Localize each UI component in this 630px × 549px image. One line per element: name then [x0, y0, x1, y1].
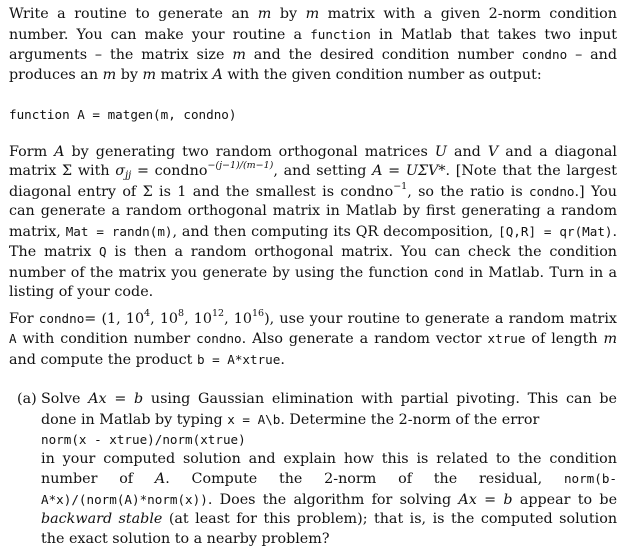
text: and: [454, 144, 481, 160]
text: by generating two random orthogonal matrices: [72, 144, 428, 160]
text: in Matlab that takes two input arguments –: [9, 27, 617, 64]
code-mat: Mat = randn(m): [66, 224, 173, 239]
code-condno: condno: [196, 331, 242, 346]
math-A: A: [372, 163, 382, 179]
code-b: b = A*xtrue: [197, 352, 280, 367]
text: compute the product: [40, 352, 192, 368]
math-Ax: Ax: [88, 391, 106, 407]
code-condno: condno: [529, 184, 575, 199]
math-m: m: [603, 331, 617, 347]
code-xtrue: xtrue: [488, 331, 526, 346]
code-qr: [Q,R] = qr(Mat): [498, 224, 612, 239]
math-A: A: [155, 471, 165, 487]
math-exponent: −(j−1)/(m−1): [207, 160, 273, 171]
text: of length: [531, 331, 597, 347]
math-m: m: [232, 47, 246, 63]
math-values: , 10: [184, 311, 212, 327]
text: , so the ratio is: [407, 184, 522, 200]
code-condno: condno: [522, 47, 568, 62]
text: Solve: [41, 391, 81, 407]
text: with condition number: [23, 331, 191, 347]
text: matrix with a given 2-norm condition number.: [9, 6, 617, 43]
text: . The: [9, 224, 617, 261]
text-condno: condno: [155, 163, 208, 179]
text: using Gaussian elimination with partial pivoting. This can be done: [41, 391, 617, 428]
text: your code.: [77, 284, 153, 300]
math-A: A: [54, 144, 64, 160]
text: . Also generate a random vector: [242, 331, 482, 347]
code-residual: norm(b-A*x)/(norm(A)*norm(x)): [41, 471, 617, 507]
math-b: b: [134, 391, 143, 407]
text: Form: [9, 144, 47, 160]
math-eq: =: [114, 391, 126, 407]
math-sigma: σ: [115, 163, 125, 179]
text: matrix: [161, 67, 208, 83]
math-m: m: [142, 67, 156, 83]
code-Q: Q: [99, 244, 107, 259]
text: in your computed solution and explain how this is related to the condition number: [41, 451, 617, 488]
text: with: [78, 163, 110, 179]
text-condno: condno: [340, 184, 393, 200]
text: , and setting: [273, 163, 366, 179]
text: generate a random orthogonal matrix in Matlab by first generating a random matrix,: [9, 203, 617, 240]
math-exponent: 4: [144, 308, 150, 319]
text: appear to be: [520, 492, 617, 508]
question-a-part1: [41, 390, 617, 430]
text: . Determine the 2-norm of the error: [280, 412, 539, 428]
math-m: m: [103, 67, 117, 83]
text: this problem); that is, is the computed solution the exact solution to a nearby: [41, 511, 617, 547]
math-exponent: 16: [252, 308, 264, 319]
text: .: [208, 492, 213, 508]
math-Sigma: Σ: [143, 184, 153, 200]
text: with the given condition number as output:: [227, 67, 541, 83]
code-condno: condno: [39, 311, 85, 326]
math-exponent: 8: [178, 308, 184, 319]
function-signature: function A = matgen(m, condno): [9, 105, 617, 125]
math-exponent: −1: [393, 181, 407, 192]
cropped-next-item: [12, 536, 52, 541]
code-A: A: [9, 331, 17, 346]
math-eq: =: [388, 163, 400, 179]
text: in Matlab. Turn in a listing of: [9, 265, 617, 301]
math-V: V: [488, 144, 498, 160]
math-m: m: [258, 6, 272, 22]
text: diagonal entry of: [9, 184, 136, 200]
text: matrix: [44, 244, 91, 260]
document-page: [9, 5, 617, 549]
text: is then a random orthogonal matrix. You can check the condition number: [9, 244, 617, 281]
method-paragraph: [9, 143, 617, 303]
setup-paragraph: [9, 309, 617, 371]
math-A: A: [212, 67, 222, 83]
math-Sigma: Σ: [62, 163, 72, 179]
math-b: b: [503, 492, 512, 508]
text: (at least for: [169, 511, 257, 527]
math-subscript: jj: [125, 170, 131, 181]
emphasis-backward-stable: backward stable: [41, 511, 162, 527]
text: of: [119, 471, 133, 487]
text: You can make your routine a: [77, 27, 303, 43]
text: by: [121, 67, 138, 83]
text: in Matlab by typing: [81, 412, 223, 428]
math-m: m: [306, 6, 320, 22]
math-sigma-jj: [115, 163, 131, 179]
text: of the matrix you generate by using the function: [71, 265, 429, 281]
math-exponent: 12: [212, 308, 224, 319]
text: . [Note that the largest: [446, 163, 618, 179]
math-values: , 10: [224, 311, 252, 327]
text: .] You can: [9, 184, 617, 220]
text: the matrix size: [110, 47, 224, 63]
code-cond: cond: [434, 265, 464, 280]
math-U: U: [435, 144, 447, 160]
code-backslash: x = A\b: [227, 412, 280, 427]
intro-paragraph: [9, 5, 617, 85]
text: Write a routine to generate an: [9, 6, 249, 22]
text: Does the algorithm for solving: [220, 492, 451, 508]
text: ), use your routine to generate a random matrix: [264, 311, 617, 327]
math-eq: =: [484, 492, 496, 508]
text: by: [280, 6, 297, 22]
question-a: [9, 390, 617, 549]
math-values: , 10: [150, 311, 178, 327]
math-eq: =: [137, 163, 149, 179]
question-a-part2: [41, 450, 617, 549]
text: problem?: [261, 531, 329, 547]
text: and the desired condition number: [254, 47, 514, 63]
text: and: [9, 352, 36, 368]
text: . Compute the 2-norm of the residual,: [165, 471, 542, 487]
text: For: [9, 311, 34, 327]
code-function: function: [310, 27, 371, 42]
text: .: [280, 352, 285, 368]
text: , and then computing its QR decomposition,: [173, 224, 494, 240]
error-formula: norm(x - xtrue)/norm(xtrue): [41, 430, 617, 450]
question-label: (a): [17, 390, 37, 410]
text: – and produces an: [9, 47, 617, 83]
math-USV: UΣV*: [406, 163, 446, 179]
math-values: = (1, 10: [84, 311, 144, 327]
text: and a diagonal matrix: [9, 144, 617, 180]
math-Ax: Ax: [458, 492, 476, 508]
text: is 1 and the smallest is: [159, 184, 334, 200]
